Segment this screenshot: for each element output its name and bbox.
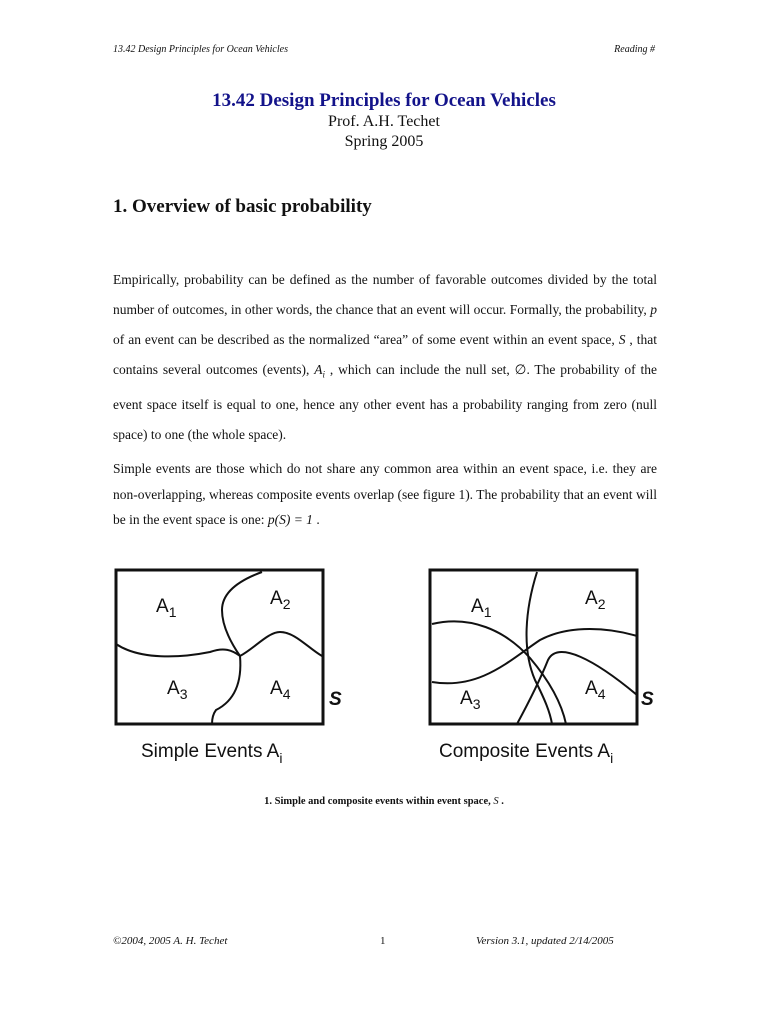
term: Spring 2005	[344, 133, 424, 150]
p1-text-2: of an event can be described as the normalized “area” of some event within an event space,	[113, 332, 619, 347]
composite-label-sub: i	[610, 750, 614, 766]
running-header-left: 13.42 Design Principles for Ocean Vehicles	[113, 44, 288, 55]
math-p: p	[650, 302, 657, 317]
p2-text-1: Simple events are those which do not share any common area within an event space, i.e. they are non-overlapping, whereas composite events overlap (see figure 1). The probability that an event will be in the event space is one:	[113, 461, 657, 527]
composite-a1: A	[471, 596, 484, 617]
composite-space-S: S	[641, 689, 654, 710]
simple-a2: A	[270, 588, 283, 609]
svg-text:A3	[167, 678, 188, 702]
simple-event-space-box	[116, 570, 323, 724]
composite-a4-sub: 4	[597, 686, 606, 702]
math-Ai: A	[314, 362, 323, 377]
simple-a3-sub: 3	[179, 686, 188, 702]
svg-text:A2	[270, 588, 291, 612]
running-header-right: Reading #	[614, 44, 655, 55]
p2-text-2: .	[312, 512, 320, 527]
simple-events-label	[141, 741, 282, 766]
math-null-set: ∅	[514, 362, 527, 377]
simple-a2-sub: 2	[282, 596, 291, 612]
svg-text:A3	[460, 688, 481, 712]
composite-event-labels	[439, 588, 654, 766]
svg-text:A2	[585, 588, 606, 612]
p1-text-5: . The probability of the event space itself is equal to one, hence any other event has a probability ranging from zero (null space) to one (the whole space).	[113, 362, 657, 442]
caption-text: 1. Simple and composite events within event space,	[264, 796, 494, 807]
footer-page-number: 1	[380, 935, 386, 947]
simple-event-labels	[141, 588, 342, 766]
composite-a1-sub: 1	[483, 604, 492, 620]
caption-end: .	[498, 796, 504, 807]
simple-events-diagram	[116, 570, 323, 724]
document-title: 13.42 Design Principles for Ocean Vehicles	[212, 90, 556, 111]
caption-math-S: S	[493, 796, 499, 807]
simple-a4-sub: 4	[282, 686, 291, 702]
svg-text:A1	[156, 596, 177, 620]
author: Prof. A.H. Techet	[328, 113, 440, 130]
footer-version: Version 3.1, updated 2/14/2005	[476, 935, 614, 947]
simple-label-sub: i	[279, 750, 283, 766]
composite-curve-3	[527, 572, 552, 724]
section-heading: 1. Overview of basic probability	[113, 196, 372, 217]
svg-text:A4	[270, 678, 291, 702]
simple-boundary-horizontal	[116, 644, 240, 656]
math-S: S	[618, 332, 626, 347]
composite-a2-sub: 2	[597, 596, 606, 612]
simple-a1-sub: 1	[168, 604, 177, 620]
simple-label-text: Simple Events A	[141, 741, 280, 762]
simple-space-S: S	[329, 689, 342, 710]
footer-copyright: ©2004, 2005 A. H. Techet	[113, 935, 228, 947]
math-Ai-sub: i	[322, 369, 326, 380]
composite-a4: A	[585, 678, 598, 699]
composite-a2: A	[585, 588, 598, 609]
figure-caption	[0, 796, 768, 807]
simple-boundary-lower	[212, 656, 240, 724]
composite-curve-2	[432, 629, 637, 683]
math-pS-equals-1: p(S) = 1	[267, 512, 313, 527]
simple-a3: A	[167, 678, 180, 699]
composite-events-label	[439, 741, 613, 766]
svg-text:A4	[585, 678, 606, 702]
composite-a3: A	[460, 688, 473, 709]
p1-text-3: , that contains several outcomes (events),	[113, 332, 658, 377]
simple-a1: A	[156, 596, 169, 617]
p1-text-4: , which can include the null set,	[325, 362, 515, 377]
composite-label-text: Composite Events A	[439, 741, 611, 762]
simple-boundary-upper	[222, 572, 322, 656]
p1-text-1: Empirically, probability can be defined as the number of favorable outcomes divided by the total number of outcomes, in other words, the chance that an event will occur. Formally, the probability,	[113, 272, 657, 317]
svg-text:A1	[471, 596, 492, 620]
composite-a3-sub: 3	[472, 696, 481, 712]
simple-a4: A	[270, 678, 283, 699]
